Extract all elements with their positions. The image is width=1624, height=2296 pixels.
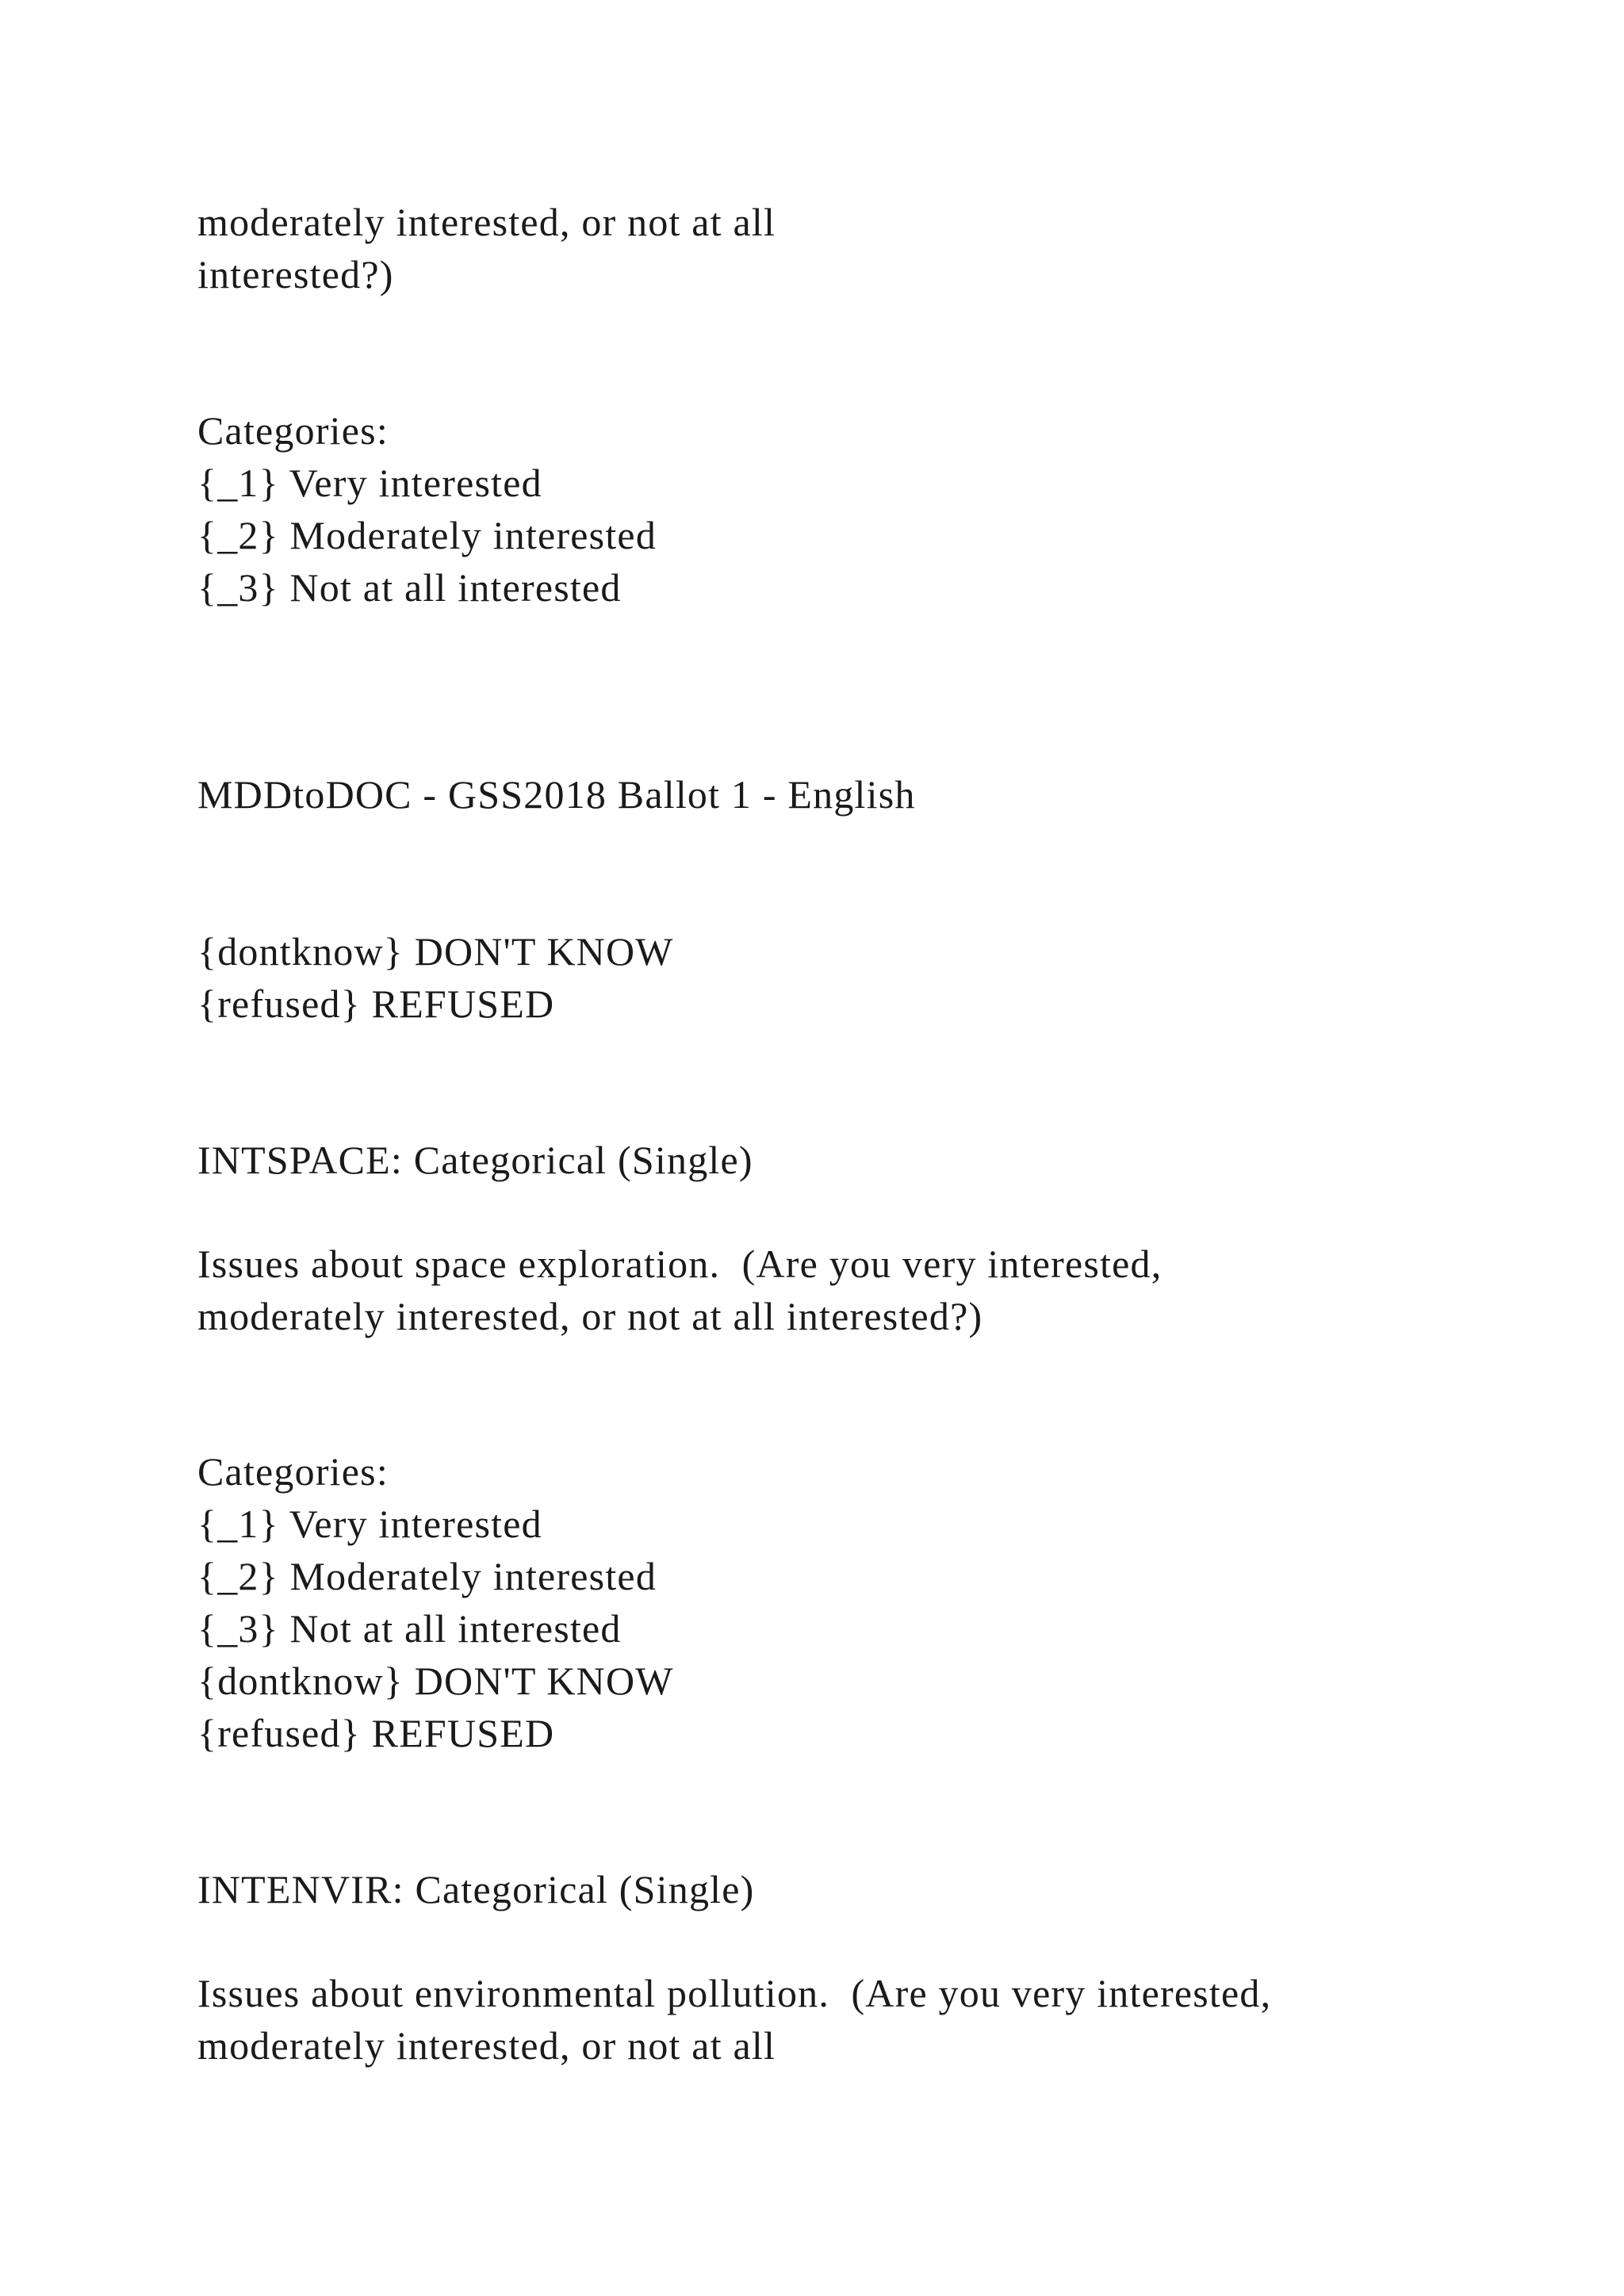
category-item: {refused} REFUSED: [197, 982, 555, 1026]
question-text: Issues about space exploration. (Are you very interested,: [197, 1242, 1162, 1286]
category-item: {_2} Moderately interested: [197, 1554, 657, 1598]
categories-heading: Categories:: [197, 408, 389, 453]
question-continuation-line: moderately interested, or not at all: [197, 200, 776, 244]
question-continuation-line: interested?): [197, 252, 394, 297]
question-text: moderately interested, or not at all interested?): [197, 1294, 983, 1338]
category-item: {_3} Not at all interested: [197, 1606, 622, 1651]
variable-heading: INTENVIR: Categorical (Single): [197, 1867, 755, 1911]
question-text: moderately interested, or not at all: [197, 2023, 776, 2068]
category-item: {_1} Very interested: [197, 461, 542, 505]
question-text: Issues about environmental pollution. (Are you very interested,: [197, 1971, 1272, 2015]
categories-heading: Categories:: [197, 1449, 389, 1494]
variable-heading: INTSPACE: Categorical (Single): [197, 1138, 753, 1182]
category-item: {_2} Moderately interested: [197, 513, 657, 557]
category-item: {_3} Not at all interested: [197, 565, 622, 610]
category-item: {dontknow} DON'T KNOW: [197, 929, 674, 974]
page-header: MDDtoDOC - GSS2018 Ballot 1 - English: [197, 772, 916, 817]
category-item: {dontknow} DON'T KNOW: [197, 1659, 674, 1703]
category-item: {_1} Very interested: [197, 1502, 542, 1546]
category-item: {refused} REFUSED: [197, 1711, 555, 1755]
